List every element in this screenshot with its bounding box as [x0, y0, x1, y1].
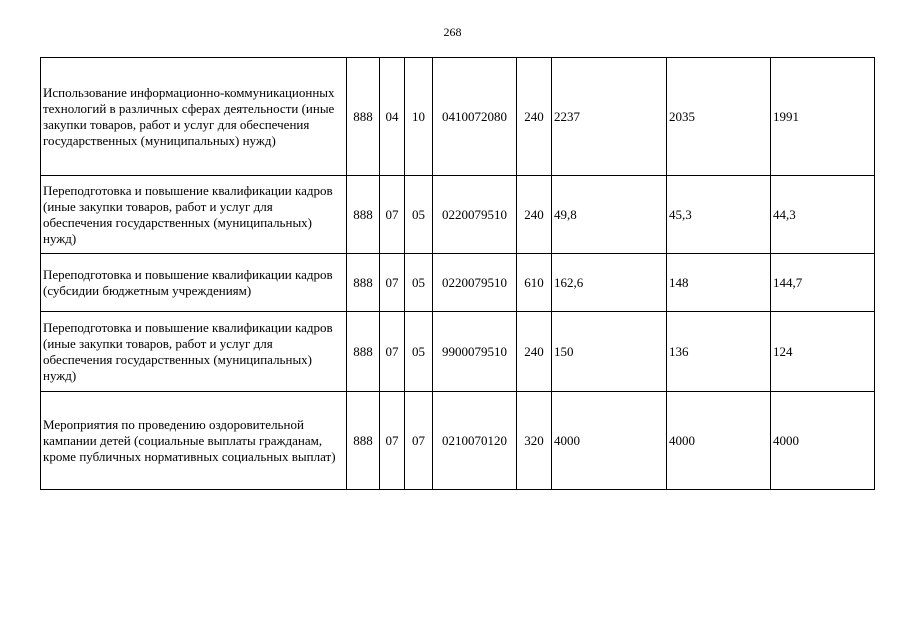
year2-amount: 45,3	[667, 176, 771, 254]
subsection-code: 05	[405, 176, 433, 254]
section-code: 07	[380, 176, 405, 254]
expense-type-code: 240	[517, 312, 552, 392]
year3-amount: 144,7	[771, 254, 875, 312]
row-description: Переподготовка и повышение квалификации кадров (иные закупки товаров, работ и услуг для обеспечения государственных (муниципальных) нужд)	[41, 176, 347, 254]
year2-amount: 136	[667, 312, 771, 392]
target-article-code: 0210070120	[433, 392, 517, 490]
row-description: Использование информационно-коммуникационных технологий в различных сферах деятельности (иные закупки товаров, работ и услуг для обеспечения государственных (муниципальных) нужд)	[41, 58, 347, 176]
section-code: 07	[380, 312, 405, 392]
year1-amount: 49,8	[552, 176, 667, 254]
year2-amount: 2035	[667, 58, 771, 176]
table-row	[41, 254, 875, 312]
table-row	[41, 392, 875, 490]
section-code: 07	[380, 254, 405, 312]
subsection-code: 05	[405, 254, 433, 312]
year3-amount: 124	[771, 312, 875, 392]
subsection-code: 10	[405, 58, 433, 176]
row-description: Мероприятия по проведению оздоровительной кампании детей (социальные выплаты гражданам, кроме публичных нормативных социальных выплат)	[41, 392, 347, 490]
expense-type-code: 240	[517, 58, 552, 176]
ministry-code: 888	[347, 392, 380, 490]
expense-type-code: 610	[517, 254, 552, 312]
ministry-code: 888	[347, 58, 380, 176]
expense-type-code: 320	[517, 392, 552, 490]
ministry-code: 888	[347, 254, 380, 312]
table-row	[41, 176, 875, 254]
row-description: Переподготовка и повышение квалификации кадров (иные закупки товаров, работ и услуг для обеспечения государственных (муниципальных) нужд)	[41, 312, 347, 392]
budget-table	[40, 57, 875, 490]
year1-amount: 2237	[552, 58, 667, 176]
ministry-code: 888	[347, 312, 380, 392]
ministry-code: 888	[347, 176, 380, 254]
year2-amount: 4000	[667, 392, 771, 490]
year2-amount: 148	[667, 254, 771, 312]
target-article-code: 0220079510	[433, 176, 517, 254]
expense-type-code: 240	[517, 176, 552, 254]
year1-amount: 162,6	[552, 254, 667, 312]
year1-amount: 4000	[552, 392, 667, 490]
table-row	[41, 312, 875, 392]
table-row	[41, 58, 875, 176]
year3-amount: 4000	[771, 392, 875, 490]
section-code: 04	[380, 58, 405, 176]
page-number: 268	[443, 25, 462, 39]
year3-amount: 1991	[771, 58, 875, 176]
subsection-code: 07	[405, 392, 433, 490]
target-article-code: 0410072080	[433, 58, 517, 176]
year1-amount: 150	[552, 312, 667, 392]
subsection-code: 05	[405, 312, 433, 392]
target-article-code: 0220079510	[433, 254, 517, 312]
row-description: Переподготовка и повышение квалификации кадров (субсидии бюджетным учреждениям)	[41, 254, 347, 312]
section-code: 07	[380, 392, 405, 490]
target-article-code: 9900079510	[433, 312, 517, 392]
year3-amount: 44,3	[771, 176, 875, 254]
